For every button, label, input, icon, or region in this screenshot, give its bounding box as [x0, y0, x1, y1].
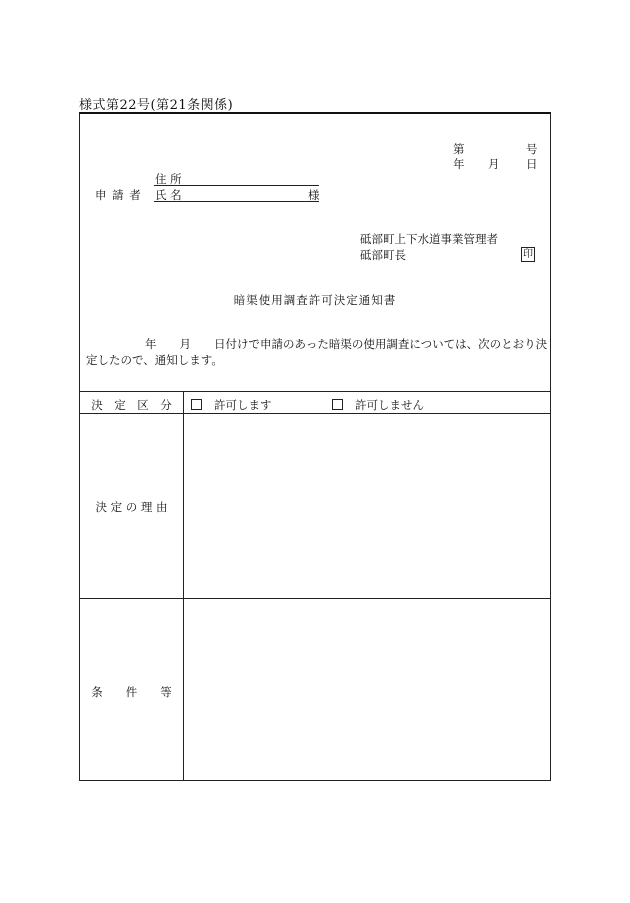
issuer-title: 砥部町上下水道事業管理者 [360, 232, 498, 246]
seal-mark: 印 [523, 249, 533, 260]
applicant-heading: 申 請 者 [95, 188, 142, 202]
permit-checkbox[interactable] [191, 399, 202, 410]
doc-date-year: 年 [453, 157, 465, 171]
issuer-name: 砥部町長 [360, 248, 406, 262]
body-line-1: 年 月 日付けで申請のあった暗渠の使用調査については、次のとおり決 [145, 337, 548, 351]
doc-date-day: 日 [526, 157, 538, 171]
option-permit-label: 許可します [214, 398, 272, 412]
name-underline [154, 201, 319, 202]
notice-form [79, 112, 551, 781]
table-top-rule [80, 391, 550, 392]
doc-number-suffix: 号 [526, 142, 538, 156]
doc-title: 暗渠使用調査許可決定通知書 [233, 293, 397, 307]
reason-label: 決 定 の 理 由 [95, 500, 168, 514]
deny-checkbox[interactable] [332, 399, 343, 410]
conditions-field[interactable] [184, 599, 550, 781]
form-label: 様式第22号(第21条関係) [79, 98, 234, 113]
option-permit[interactable] [191, 397, 272, 413]
option-deny-label: 許可しません [355, 398, 424, 412]
address-label[interactable]: 住 所 [155, 172, 182, 186]
body-line-2: 定したので、通知します。 [86, 353, 223, 367]
option-deny[interactable] [332, 397, 424, 413]
doc-number-prefix: 第 [453, 142, 465, 156]
address-underline [154, 185, 319, 186]
conditions-label: 条 件 等 [91, 685, 172, 699]
decision-label: 決 定 区 分 [91, 398, 172, 412]
reason-field[interactable] [184, 414, 550, 598]
doc-date-month: 月 [488, 157, 500, 171]
honorific: 様 [308, 188, 320, 202]
name-label[interactable]: 氏 名 [155, 188, 182, 202]
